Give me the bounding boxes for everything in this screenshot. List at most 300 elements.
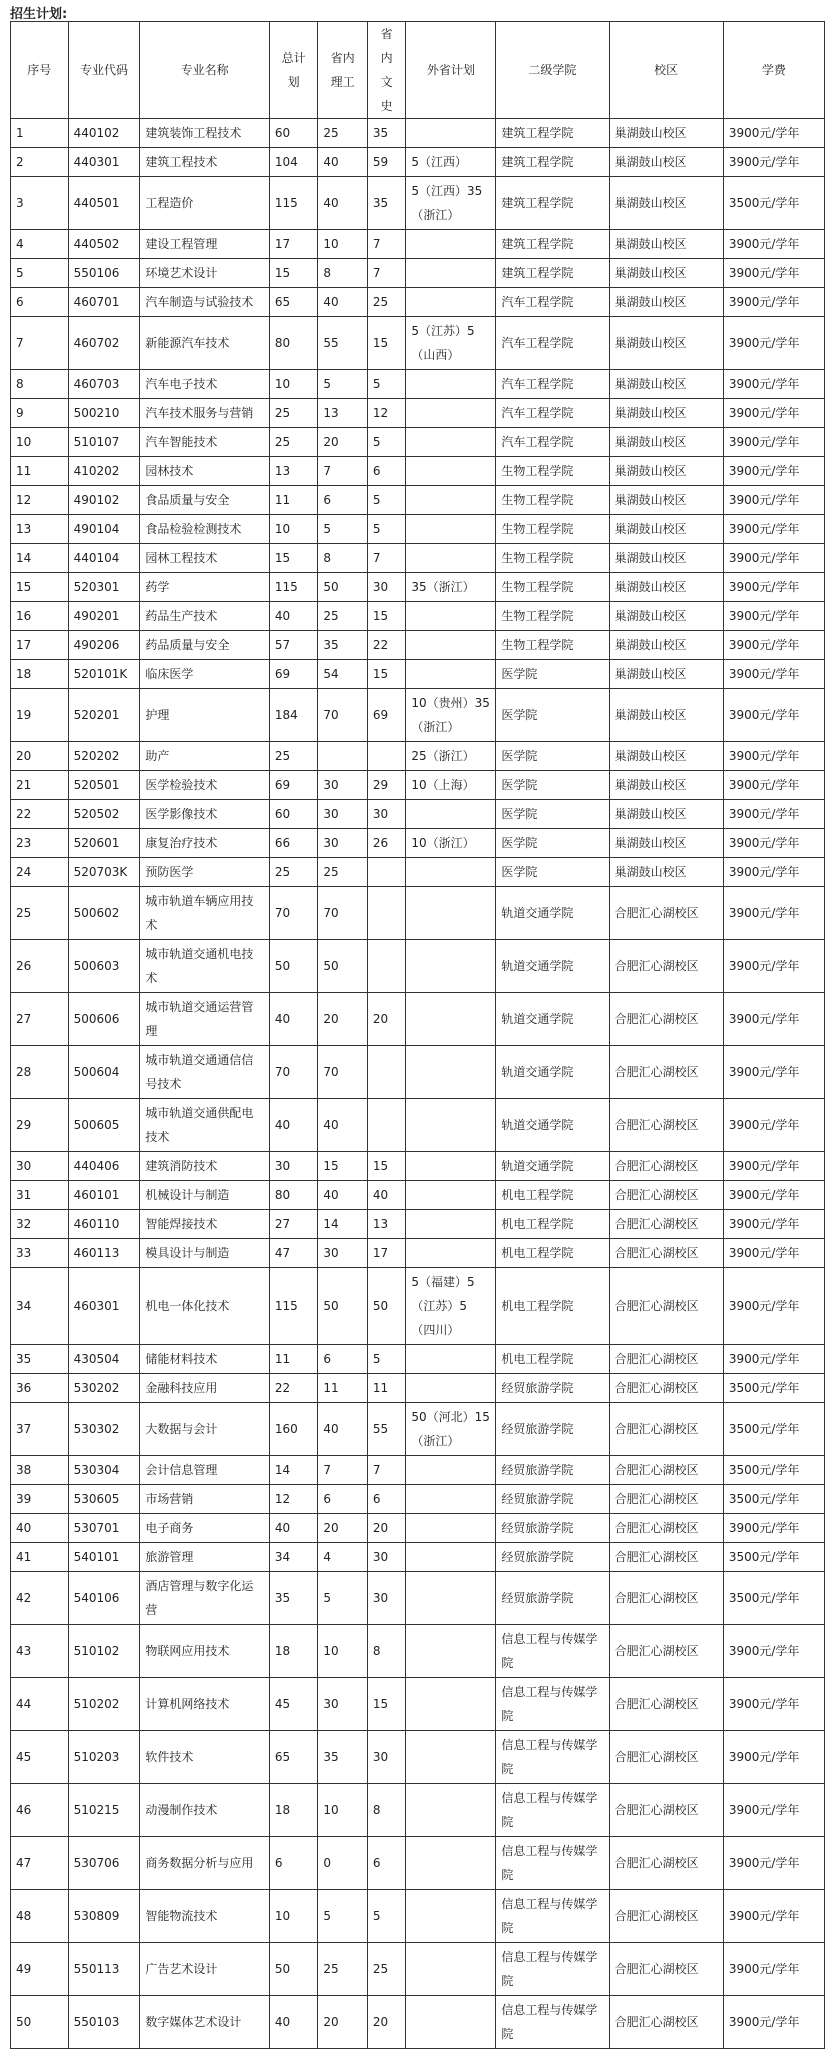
table-row [11,1514,825,1543]
table-row [11,457,825,486]
college: 经贸旅游学院 [496,1485,609,1514]
row-no: 20 [11,742,69,771]
major-code: 550113 [68,1943,140,1996]
tuition-fee: 3900元/学年 [723,742,824,771]
total-plan: 40 [269,1996,318,2049]
major-name: 汽车制造与试验技术 [140,288,269,317]
out-of-province-plan [406,1239,496,1268]
tuition-fee: 3900元/学年 [723,486,824,515]
tuition-fee: 3900元/学年 [723,428,824,457]
tuition-fee: 3900元/学年 [723,829,824,858]
total-plan: 17 [269,230,318,259]
out-of-province-plan [406,1890,496,1943]
major-name: 智能焊接技术 [140,1210,269,1239]
in-province-science: 35 [318,1731,368,1784]
row-no: 25 [11,887,69,940]
campus: 合肥汇心湖校区 [609,1239,723,1268]
in-province-arts: 20 [367,1996,405,2049]
table-header-row [11,22,825,119]
major-name: 食品质量与安全 [140,486,269,515]
row-no: 38 [11,1456,69,1485]
row-no: 18 [11,660,69,689]
tuition-fee: 3500元/学年 [723,177,824,230]
table-row [11,829,825,858]
in-province-arts: 26 [367,829,405,858]
campus: 巢湖鼓山校区 [609,230,723,259]
row-no: 26 [11,940,69,993]
table-row [11,573,825,602]
in-province-arts: 25 [367,288,405,317]
col-header-arts: 省内文史 [367,22,405,119]
major-code: 440406 [68,1152,140,1181]
table-row [11,1943,825,1996]
table-row [11,148,825,177]
campus: 合肥汇心湖校区 [609,1543,723,1572]
major-code: 500210 [68,399,140,428]
total-plan: 25 [269,399,318,428]
out-of-province-plan [406,288,496,317]
major-name: 机械设计与制造 [140,1181,269,1210]
campus: 巢湖鼓山校区 [609,428,723,457]
row-no: 7 [11,317,69,370]
tuition-fee: 3900元/学年 [723,771,824,800]
campus: 合肥汇心湖校区 [609,1152,723,1181]
total-plan: 70 [269,887,318,940]
row-no: 45 [11,1731,69,1784]
table-row [11,1345,825,1374]
total-plan: 14 [269,1456,318,1485]
table-row [11,940,825,993]
major-code: 460301 [68,1268,140,1345]
total-plan: 47 [269,1239,318,1268]
major-name: 药学 [140,573,269,602]
major-name: 城市轨道交通通信信号技术 [140,1046,269,1099]
row-no: 12 [11,486,69,515]
total-plan: 70 [269,1046,318,1099]
out-of-province-plan [406,1784,496,1837]
in-province-arts: 5 [367,1345,405,1374]
table-row [11,1239,825,1268]
campus: 巢湖鼓山校区 [609,544,723,573]
total-plan: 27 [269,1210,318,1239]
in-province-science: 20 [318,993,368,1046]
total-plan: 22 [269,1374,318,1403]
table-row [11,1456,825,1485]
total-plan: 18 [269,1625,318,1678]
total-plan: 34 [269,1543,318,1572]
major-name: 建筑消防技术 [140,1152,269,1181]
major-code: 550103 [68,1996,140,2049]
college: 医学院 [496,742,609,771]
college: 经贸旅游学院 [496,1403,609,1456]
major-name: 市场营销 [140,1485,269,1514]
in-province-arts: 6 [367,1837,405,1890]
college: 信息工程与传媒学院 [496,1837,609,1890]
table-row [11,177,825,230]
major-code: 460703 [68,370,140,399]
in-province-science: 25 [318,119,368,148]
college: 医学院 [496,858,609,887]
major-name: 汽车技术服务与营销 [140,399,269,428]
tuition-fee: 3900元/学年 [723,457,824,486]
major-name: 环境艺术设计 [140,259,269,288]
col-header-code: 专业代码 [68,22,140,119]
major-name: 汽车电子技术 [140,370,269,399]
in-province-arts: 7 [367,1456,405,1485]
in-province-science: 50 [318,573,368,602]
row-no: 48 [11,1890,69,1943]
major-code: 500606 [68,993,140,1046]
row-no: 35 [11,1345,69,1374]
campus: 合肥汇心湖校区 [609,940,723,993]
major-code: 520202 [68,742,140,771]
row-no: 24 [11,858,69,887]
total-plan: 40 [269,993,318,1046]
tuition-fee: 3900元/学年 [723,544,824,573]
total-plan: 80 [269,317,318,370]
out-of-province-plan [406,1152,496,1181]
major-code: 440301 [68,148,140,177]
campus: 巢湖鼓山校区 [609,771,723,800]
in-province-science: 25 [318,1943,368,1996]
campus: 合肥汇心湖校区 [609,1514,723,1543]
campus: 合肥汇心湖校区 [609,1678,723,1731]
campus: 巢湖鼓山校区 [609,631,723,660]
row-no: 47 [11,1837,69,1890]
college: 轨道交通学院 [496,1099,609,1152]
major-name: 园林工程技术 [140,544,269,573]
in-province-science: 30 [318,1239,368,1268]
table-row [11,1210,825,1239]
college: 轨道交通学院 [496,1152,609,1181]
college: 信息工程与传媒学院 [496,1890,609,1943]
campus: 巢湖鼓山校区 [609,399,723,428]
major-code: 430504 [68,1345,140,1374]
total-plan: 15 [269,259,318,288]
major-name: 计算机网络技术 [140,1678,269,1731]
major-name: 金融科技应用 [140,1374,269,1403]
college: 信息工程与传媒学院 [496,1784,609,1837]
total-plan: 65 [269,1731,318,1784]
in-province-science: 50 [318,940,368,993]
table-row [11,1731,825,1784]
campus: 合肥汇心湖校区 [609,993,723,1046]
in-province-science: 70 [318,689,368,742]
total-plan: 30 [269,1152,318,1181]
major-name: 软件技术 [140,1731,269,1784]
total-plan: 57 [269,631,318,660]
tuition-fee: 3900元/学年 [723,573,824,602]
row-no: 31 [11,1181,69,1210]
in-province-arts [367,887,405,940]
out-of-province-plan [406,1678,496,1731]
row-no: 8 [11,370,69,399]
in-province-science: 14 [318,1210,368,1239]
major-code: 510203 [68,1731,140,1784]
campus: 合肥汇心湖校区 [609,887,723,940]
tuition-fee: 3500元/学年 [723,1572,824,1625]
major-name: 智能物流技术 [140,1890,269,1943]
in-province-science: 8 [318,544,368,573]
out-of-province-plan: 5（江西）35（浙江） [406,177,496,230]
row-no: 28 [11,1046,69,1099]
major-code: 510215 [68,1784,140,1837]
in-province-arts [367,858,405,887]
in-province-science: 6 [318,1485,368,1514]
campus: 巢湖鼓山校区 [609,259,723,288]
campus: 合肥汇心湖校区 [609,1345,723,1374]
table-row [11,1996,825,2049]
major-name: 助产 [140,742,269,771]
major-code: 530809 [68,1890,140,1943]
college: 机电工程学院 [496,1239,609,1268]
in-province-arts: 6 [367,1485,405,1514]
tuition-fee: 3500元/学年 [723,1485,824,1514]
campus: 合肥汇心湖校区 [609,1625,723,1678]
row-no: 46 [11,1784,69,1837]
out-of-province-plan [406,1210,496,1239]
major-code: 490201 [68,602,140,631]
in-province-arts: 7 [367,230,405,259]
row-no: 27 [11,993,69,1046]
row-no: 10 [11,428,69,457]
campus: 合肥汇心湖校区 [609,1996,723,2049]
in-province-science: 4 [318,1543,368,1572]
table-row [11,858,825,887]
table-row [11,399,825,428]
tuition-fee: 3900元/学年 [723,317,824,370]
out-of-province-plan [406,800,496,829]
table-row [11,428,825,457]
campus: 合肥汇心湖校区 [609,1890,723,1943]
college: 生物工程学院 [496,457,609,486]
major-name: 机电一体化技术 [140,1268,269,1345]
tuition-fee: 3900元/学年 [723,259,824,288]
out-of-province-plan [406,544,496,573]
tuition-fee: 3900元/学年 [723,1943,824,1996]
major-name: 物联网应用技术 [140,1625,269,1678]
out-of-province-plan [406,1374,496,1403]
total-plan: 69 [269,771,318,800]
total-plan: 25 [269,428,318,457]
total-plan: 50 [269,1943,318,1996]
major-code: 440501 [68,177,140,230]
campus: 合肥汇心湖校区 [609,1784,723,1837]
table-row [11,1046,825,1099]
total-plan: 12 [269,1485,318,1514]
out-of-province-plan [406,230,496,259]
out-of-province-plan [406,1731,496,1784]
row-no: 40 [11,1514,69,1543]
in-province-science: 13 [318,399,368,428]
row-no: 21 [11,771,69,800]
table-row [11,1678,825,1731]
in-province-arts: 11 [367,1374,405,1403]
table-row [11,1181,825,1210]
major-name: 酒店管理与数字化运营 [140,1572,269,1625]
enrollment-plan-table [10,21,825,2049]
in-province-arts: 5 [367,515,405,544]
tuition-fee: 3900元/学年 [723,1731,824,1784]
major-code: 500603 [68,940,140,993]
in-province-science: 6 [318,1345,368,1374]
major-code: 520502 [68,800,140,829]
in-province-arts: 55 [367,1403,405,1456]
major-code: 520703K [68,858,140,887]
in-province-arts: 5 [367,486,405,515]
in-province-science: 40 [318,148,368,177]
in-province-science: 30 [318,771,368,800]
out-of-province-plan [406,259,496,288]
major-code: 460701 [68,288,140,317]
in-province-science: 30 [318,1678,368,1731]
major-name: 建设工程管理 [140,230,269,259]
out-of-province-plan [406,631,496,660]
tuition-fee: 3500元/学年 [723,1403,824,1456]
in-province-science: 6 [318,486,368,515]
table-row [11,887,825,940]
campus: 巢湖鼓山校区 [609,800,723,829]
in-province-arts: 20 [367,1514,405,1543]
out-of-province-plan [406,515,496,544]
out-of-province-plan [406,486,496,515]
campus: 合肥汇心湖校区 [609,1268,723,1345]
major-code: 530302 [68,1403,140,1456]
row-no: 6 [11,288,69,317]
table-row [11,317,825,370]
out-of-province-plan [406,660,496,689]
in-province-arts: 22 [367,631,405,660]
major-code: 460113 [68,1239,140,1268]
tuition-fee: 3900元/学年 [723,1996,824,2049]
row-no: 37 [11,1403,69,1456]
out-of-province-plan [406,1572,496,1625]
table-row [11,1403,825,1456]
major-name: 园林技术 [140,457,269,486]
total-plan: 60 [269,119,318,148]
college: 汽车工程学院 [496,370,609,399]
table-row [11,660,825,689]
college: 轨道交通学院 [496,940,609,993]
out-of-province-plan [406,1456,496,1485]
in-province-arts: 8 [367,1784,405,1837]
in-province-arts: 35 [367,119,405,148]
total-plan: 25 [269,742,318,771]
out-of-province-plan [406,1485,496,1514]
campus: 合肥汇心湖校区 [609,1485,723,1514]
in-province-science: 54 [318,660,368,689]
tuition-fee: 3900元/学年 [723,1514,824,1543]
major-code: 530701 [68,1514,140,1543]
in-province-science: 40 [318,1181,368,1210]
in-province-arts: 17 [367,1239,405,1268]
out-of-province-plan [406,1837,496,1890]
row-no: 3 [11,177,69,230]
in-province-arts: 12 [367,399,405,428]
total-plan: 25 [269,858,318,887]
in-province-arts: 29 [367,771,405,800]
in-province-science: 70 [318,1046,368,1099]
in-province-science: 40 [318,177,368,230]
college: 信息工程与传媒学院 [496,1625,609,1678]
table-row [11,602,825,631]
total-plan: 65 [269,288,318,317]
total-plan: 66 [269,829,318,858]
in-province-arts [367,742,405,771]
in-province-arts: 15 [367,317,405,370]
campus: 巢湖鼓山校区 [609,177,723,230]
in-province-arts: 7 [367,544,405,573]
major-name: 新能源汽车技术 [140,317,269,370]
in-province-science: 50 [318,1268,368,1345]
table-row [11,1543,825,1572]
tuition-fee: 3900元/学年 [723,148,824,177]
in-province-arts [367,940,405,993]
major-name: 商务数据分析与应用 [140,1837,269,1890]
campus: 合肥汇心湖校区 [609,1837,723,1890]
table-row [11,230,825,259]
tuition-fee: 3900元/学年 [723,940,824,993]
out-of-province-plan: 10（上海） [406,771,496,800]
tuition-fee: 3900元/学年 [723,800,824,829]
college: 汽车工程学院 [496,399,609,428]
in-province-science: 11 [318,1374,368,1403]
table-row [11,486,825,515]
college: 汽车工程学院 [496,428,609,457]
in-province-science: 30 [318,800,368,829]
major-code: 500602 [68,887,140,940]
in-province-arts: 15 [367,602,405,631]
major-name: 医学检验技术 [140,771,269,800]
out-of-province-plan [406,887,496,940]
tuition-fee: 3900元/学年 [723,370,824,399]
out-of-province-plan [406,1181,496,1210]
table-row [11,631,825,660]
tuition-fee: 3900元/学年 [723,660,824,689]
tuition-fee: 3900元/学年 [723,230,824,259]
row-no: 19 [11,689,69,742]
college: 信息工程与传媒学院 [496,1996,609,2049]
tuition-fee: 3900元/学年 [723,993,824,1046]
campus: 合肥汇心湖校区 [609,1046,723,1099]
row-no: 15 [11,573,69,602]
tuition-fee: 3900元/学年 [723,887,824,940]
col-header-outside: 外省计划 [406,22,496,119]
out-of-province-plan: 35（浙江） [406,573,496,602]
college: 医学院 [496,771,609,800]
campus: 巢湖鼓山校区 [609,148,723,177]
out-of-province-plan: 10（浙江） [406,829,496,858]
campus: 巢湖鼓山校区 [609,602,723,631]
row-no: 34 [11,1268,69,1345]
major-code: 440502 [68,230,140,259]
campus: 巢湖鼓山校区 [609,660,723,689]
out-of-province-plan: 5（江苏）5（山西） [406,317,496,370]
campus: 合肥汇心湖校区 [609,1456,723,1485]
tuition-fee: 3900元/学年 [723,1837,824,1890]
col-header-total: 总计划 [269,22,318,119]
major-code: 460101 [68,1181,140,1210]
table-row [11,1890,825,1943]
major-name: 医学影像技术 [140,800,269,829]
in-province-science: 10 [318,230,368,259]
out-of-province-plan [406,428,496,457]
in-province-science: 5 [318,1572,368,1625]
campus: 合肥汇心湖校区 [609,1731,723,1784]
total-plan: 6 [269,1837,318,1890]
major-code: 500604 [68,1046,140,1099]
in-province-science: 20 [318,1996,368,2049]
